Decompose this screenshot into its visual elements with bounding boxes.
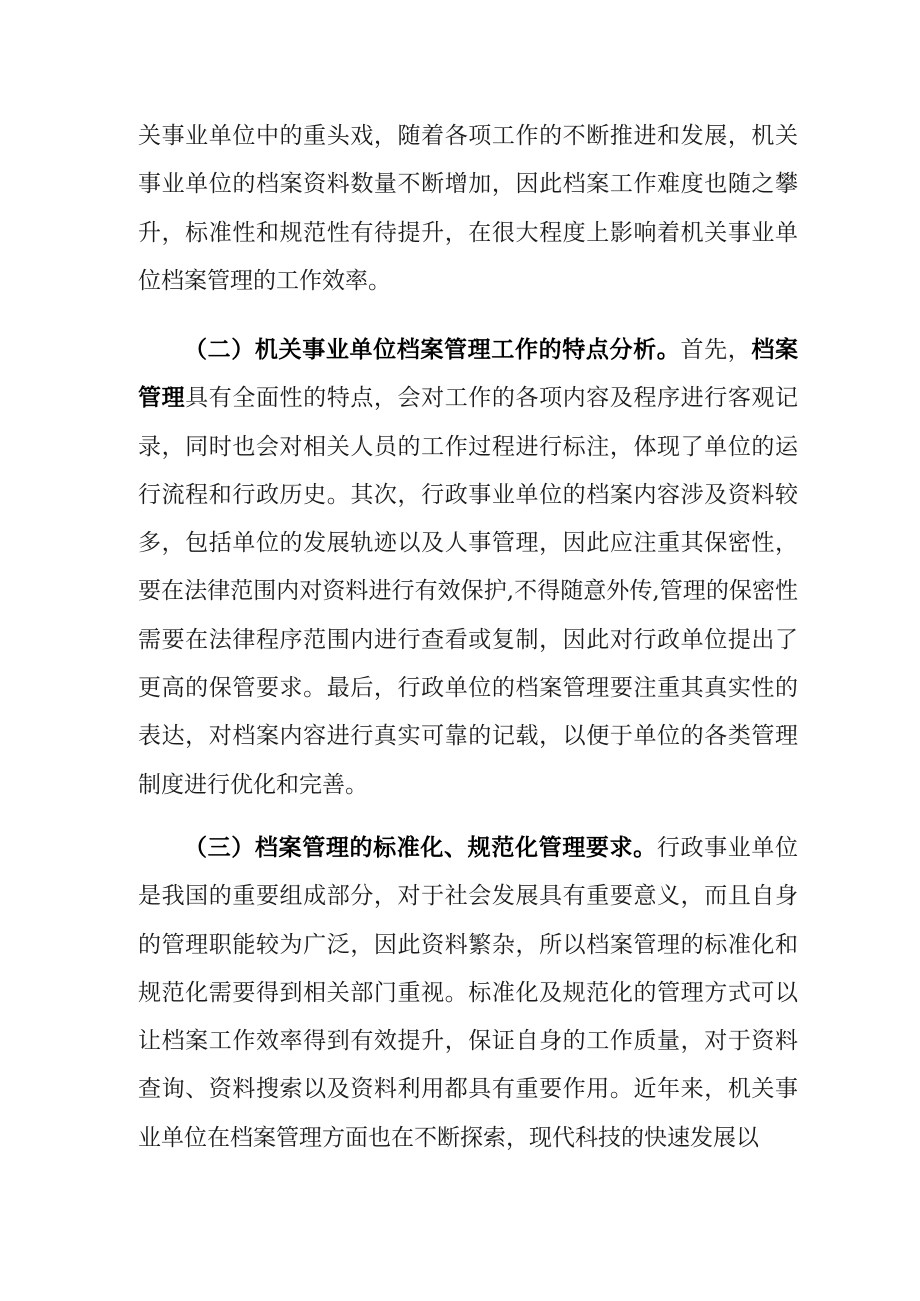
paragraph-section-2 bbox=[138, 326, 798, 809]
paragraph-lead: 首先， bbox=[680, 337, 752, 363]
paragraph-body: 关事业单位中的重头戏，随着各项工作的不断推进和发展，机关事业单位的档案资料数量不断增加，因此档案工作难度也随之攀升，标准性和规范性有待提升，在很大程度上影响着机关事业单位档案管理的工作效率。 bbox=[138, 123, 798, 294]
paragraph-section-3 bbox=[138, 824, 798, 1162]
section-heading-3: （三）档案管理的标准化、规范化管理要求。 bbox=[184, 835, 657, 861]
bold-term: 档案管理 bbox=[138, 337, 799, 412]
paragraph-body: 行政事业单位是我国的重要组成部分，对于社会发展具有重要意义，而且自身的管理职能较为广泛，因此资料繁杂，所以档案管理的标准化和规范化需要得到相关部门重视。标准化及规范化的管理方式可以让档案工作效率得到有效提升，保证自身的工作质量，对于资料查询、资料搜索以及资料利用都具有重要作用。近年来，机关事业单位在档案管理方面也在不断探索，现代科技的快速发展以 bbox=[138, 835, 799, 1151]
paragraph-continuation bbox=[138, 112, 798, 305]
paragraph-body: 具有全面性的特点，会对工作的各项内容及程序进行客观记录，同时也会对相关人员的工作过程进行标注，体现了单位的运行流程和行政历史。其次，行政事业单位的档案内容涉及资料较多，包括单位的发展轨迹以及人事管理，因此应注重其保密性，要在法律范围内对资料进行有效保护,不得随意外传,管理的保密性需要在法律程序范围内进行查看或复制，因此对行政单位提出了更高的保管要求。最后，行政单位的档案管理要注重其真实性的表达，对档案内容进行真实可靠的记载，以便于单位的各类管理制度进行优化和完善。 bbox=[138, 385, 799, 798]
section-heading-2: （二）机关事业单位档案管理工作的特点分析。 bbox=[184, 337, 681, 363]
